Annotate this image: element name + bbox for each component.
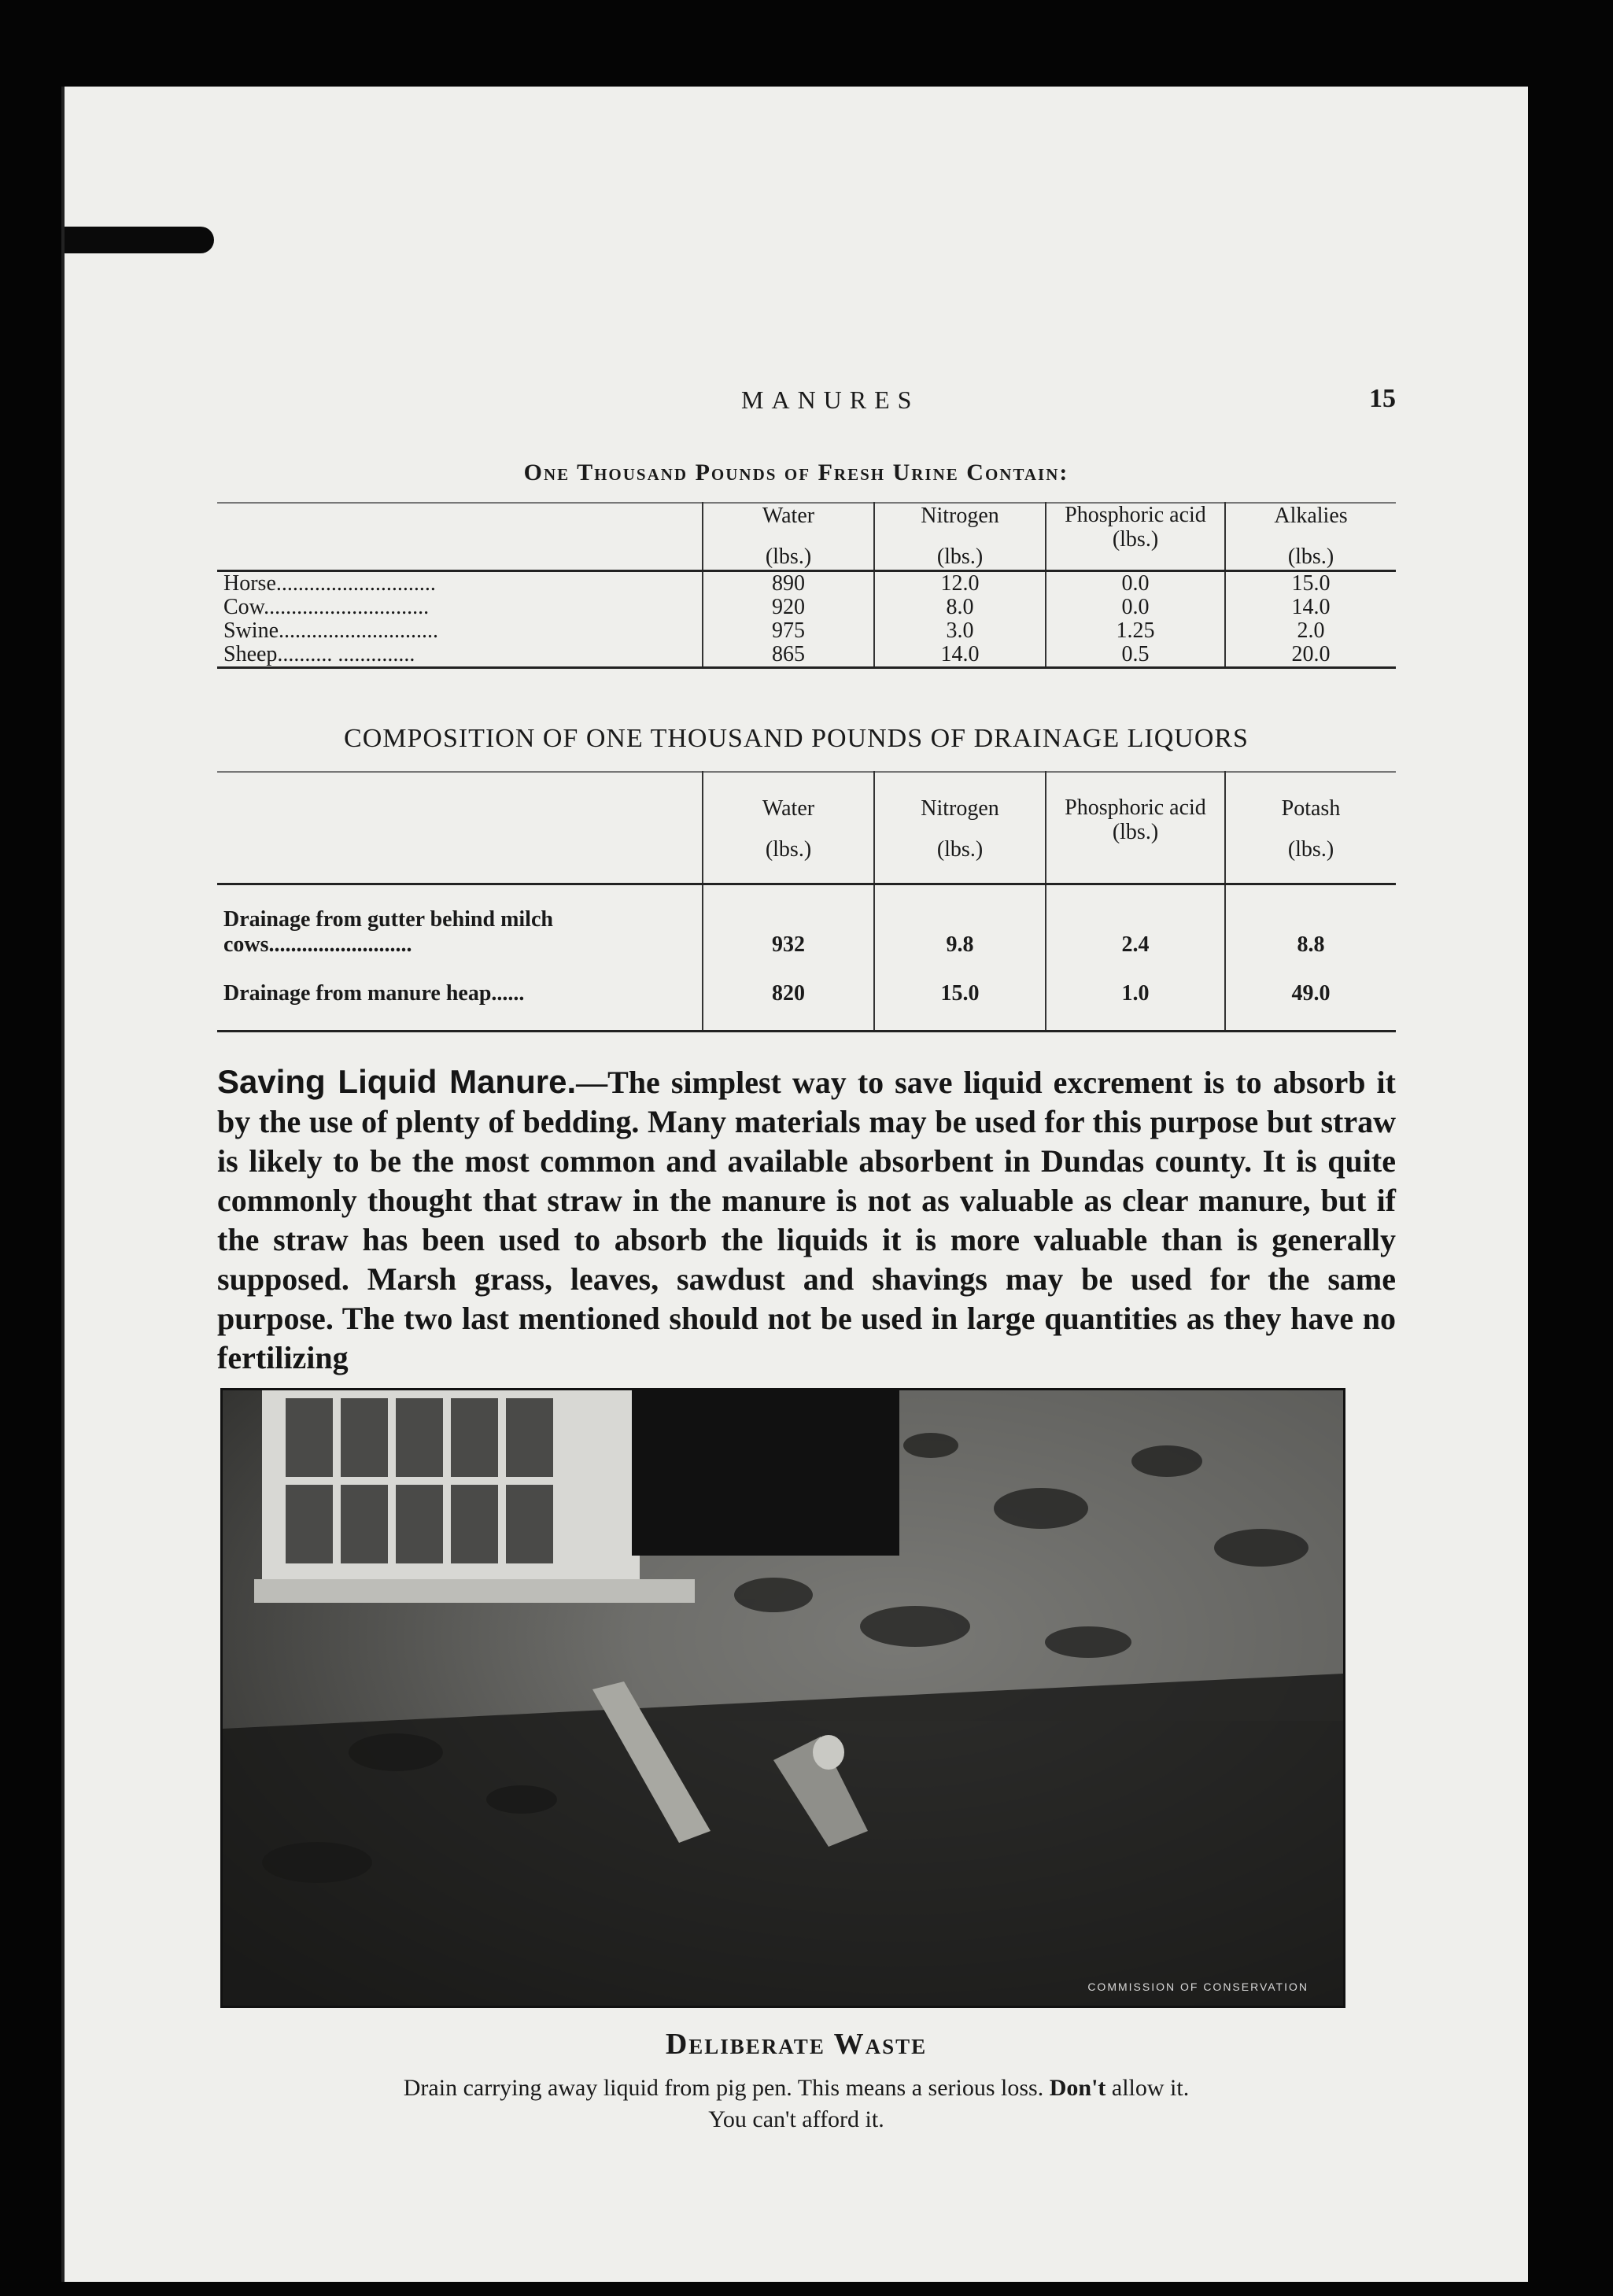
column-header: Nitrogen (lbs.) xyxy=(874,772,1046,884)
cell: 0.0 xyxy=(1046,596,1225,619)
cell: 0.0 xyxy=(1046,571,1225,596)
table-row xyxy=(217,643,1396,668)
row-label: Drainage from manure heap...... xyxy=(223,981,525,1006)
column-header: Alkalies (lbs.) xyxy=(1225,503,1396,571)
caption-emphasis: Don't xyxy=(1049,2075,1106,2101)
cell: 8.8 xyxy=(1225,884,1396,958)
cell: 890 xyxy=(703,571,874,596)
cell: 2.0 xyxy=(1225,619,1396,643)
cell: 20.0 xyxy=(1225,643,1396,668)
cell: 932 xyxy=(703,884,874,958)
cell: 8.0 xyxy=(874,596,1046,619)
cell: 920 xyxy=(703,596,874,619)
photo-credit: COMMISSION OF CONSERVATION xyxy=(1087,1980,1308,1993)
row-label: Cow.............................. xyxy=(223,595,430,619)
table-row xyxy=(217,884,1396,958)
cell: 15.0 xyxy=(1225,571,1396,596)
row-label: Swine............................. xyxy=(223,618,438,643)
column-header: Potash (lbs.) xyxy=(1225,772,1396,884)
figure-caption xyxy=(65,2073,1528,2135)
page-number: 15 xyxy=(1369,384,1396,413)
binding-strap xyxy=(65,227,214,253)
body-paragraph xyxy=(217,1062,1396,1378)
header-blank-cell xyxy=(217,772,703,884)
column-header: Nitrogen (lbs.) xyxy=(874,503,1046,571)
cell: 2.4 xyxy=(1046,884,1225,958)
column-header: Water (lbs.) xyxy=(703,503,874,571)
cell: 820 xyxy=(703,958,874,1032)
cell: 0.5 xyxy=(1046,643,1225,668)
table-header-row xyxy=(217,772,1396,884)
book-page xyxy=(61,87,1528,2282)
cell: 49.0 xyxy=(1225,958,1396,1032)
cell: 865 xyxy=(703,643,874,668)
header-blank-cell xyxy=(217,503,703,571)
row-label: Drainage from gutter behind milch cows.......................... xyxy=(223,907,553,957)
urine-composition-table xyxy=(217,502,1396,669)
table-row xyxy=(217,958,1396,1032)
paragraph-text: —The simplest way to save liquid excrement is to absorb it by the use of plenty of bedding. Many materials may be used for this purpose but straw is likely to be the most common and available absorbent in Dundas county. It is quite commonly thought that straw in the manure is not as valuable as clear manure, but if the straw has been used to absorb the liquids it is more valuable than is generally supposed. Marsh grass, leaves, sawdust and shavings may be used for the same purpose. The two last mentioned should not be used in large quantities as they have no fertilizing xyxy=(217,1065,1396,1375)
cell: 14.0 xyxy=(1225,596,1396,619)
cell: 3.0 xyxy=(874,619,1046,643)
cell: 1.25 xyxy=(1046,619,1225,643)
cell: 15.0 xyxy=(874,958,1046,1032)
paragraph-heading: Saving Liquid Manure. xyxy=(217,1063,577,1100)
caption-text: You can't afford it. xyxy=(708,2106,884,2132)
running-head: MANURES xyxy=(741,386,920,414)
table-row xyxy=(217,596,1396,619)
table1-caption: One Thousand Pounds of Fresh Urine Contain: xyxy=(523,460,1069,485)
drainage-composition-table xyxy=(217,771,1396,1032)
column-header: Phosphoric acid (lbs.) xyxy=(1046,503,1225,571)
table-row xyxy=(217,571,1396,596)
photo-illustration xyxy=(223,1390,1343,2006)
row-label: Sheep.......... .............. xyxy=(223,642,415,666)
column-header: Water (lbs.) xyxy=(703,772,874,884)
cell: 9.8 xyxy=(874,884,1046,958)
cell: 1.0 xyxy=(1046,958,1225,1032)
cell: 975 xyxy=(703,619,874,643)
cell: 12.0 xyxy=(874,571,1046,596)
column-header: Phosphoric acid (lbs.) xyxy=(1046,772,1225,884)
table-header-row xyxy=(217,503,1396,571)
figure-title: Deliberate Waste xyxy=(665,2028,928,2061)
row-label: Horse............................. xyxy=(223,571,436,596)
cell: 14.0 xyxy=(874,643,1046,668)
photograph-drain-pig-pen xyxy=(220,1388,1345,2008)
table-row xyxy=(217,619,1396,643)
table2-caption: COMPOSITION OF ONE THOUSAND POUNDS OF DRAINAGE LIQUORS xyxy=(344,724,1249,753)
caption-text: Drain carrying away liquid from pig pen. This means a serious loss. xyxy=(403,2075,1044,2101)
caption-text: allow it. xyxy=(1111,2075,1190,2101)
